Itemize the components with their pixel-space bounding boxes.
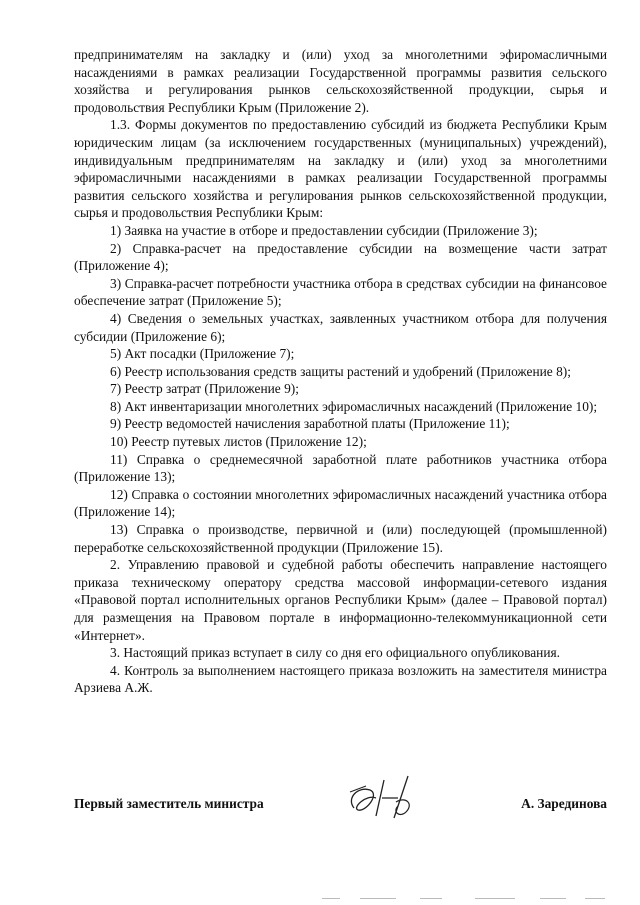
signatory-name: А. Зарединова [521,796,607,811]
scan-edge-artifact [300,898,610,902]
list-item-6: 6) Реестр использования средств защиты растений и удобрений (Приложение 8); [110,363,571,379]
paragraph-2: 2. Управлению правовой и судебной работы обеспечить направление настоящего приказа техническому оператору средства массовой информации-сетевого издания «Правовой портал исполнительных органов Республики Крым» (далее – Правовой портал) для размещения на Правовом портале в информационно-телекоммуникационной сети «Интернет». [74,557,607,643]
list-item-7: 7) Реестр затрат (Приложение 9); [110,381,299,397]
list-item-12: 12) Справка о состоянии многолетних эфиромасличных насаждений участника отбора (Приложение 14); [74,486,607,520]
list-item-8: 8) Акт инвентаризации многолетних эфиромасличных насаждений (Приложение 10); [110,398,598,414]
list-item-9: 9) Реестр ведомостей начисления заработной платы (Приложение 11); [110,416,510,432]
list-item-11: 11) Справка о среднемесячной заработной плате работников участника отбора (Приложение 13); [74,451,607,485]
list-item-1: 1) Заявка на участие в отборе и предоставлении субсидии (Приложение 3); [110,222,538,238]
list-item-10: 10) Реестр путевых листов (Приложение 12); [110,434,367,450]
list-item-4: 4) Сведения о земельных участках, заявленных участником отбора для получения субсидии (Приложение 6); [74,310,607,344]
paragraph-1-3: 1.3. Формы документов по предоставлению субсидий из бюджета Республики Крым юридическим лицам (за исключением государственных (муниципальных) учреждений), индивидуальным предпринимателям на закладку и (или) уход за многолетними эфиромасличными насаждениями в рамках реализации Государственной программы развития сельского хозяйства и регулирования рынков сельскохозяйственной продукции, сырья и продовольствия Республики Крым: [74,117,607,221]
list-item-2: 2) Справка-расчет на предоставление субсидии на возмещение части затрат (Приложение 4); [74,240,607,274]
signatory-position: Первый заместитель министра [74,796,264,811]
signature-block [74,790,607,830]
document-body [74,46,607,697]
handwritten-signature [336,768,426,828]
list-item-13: 13) Справка о производстве, первичной и (или) последующей (промышленной) переработке сельскохозяйственной продукции (Приложение 15). [74,522,607,555]
list-item-5: 5) Акт посадки (Приложение 7); [110,346,295,362]
paragraph-3: 3. Настоящий приказ вступает в силу со дня его официального опубликования. [110,645,560,661]
paragraph-1-continuation: предпринимателям на закладку и (или) уход за многолетними эфиромасличными насаждениями в рамках реализации Государственной программы развития сельского хозяйства и регулирования рынков сельскохозяйственной продукции, сырья и продовольствия Республики Крым (Приложение 2). [74,47,607,115]
list-item-3: 3) Справка-расчет потребности участника отбора в средствах субсидии на финансовое обеспечение затрат (Приложение 5); [74,275,607,309]
paragraph-4: 4. Контроль за выполнением настоящего приказа возложить на заместителя министра Арзиева А.Ж. [74,662,607,696]
